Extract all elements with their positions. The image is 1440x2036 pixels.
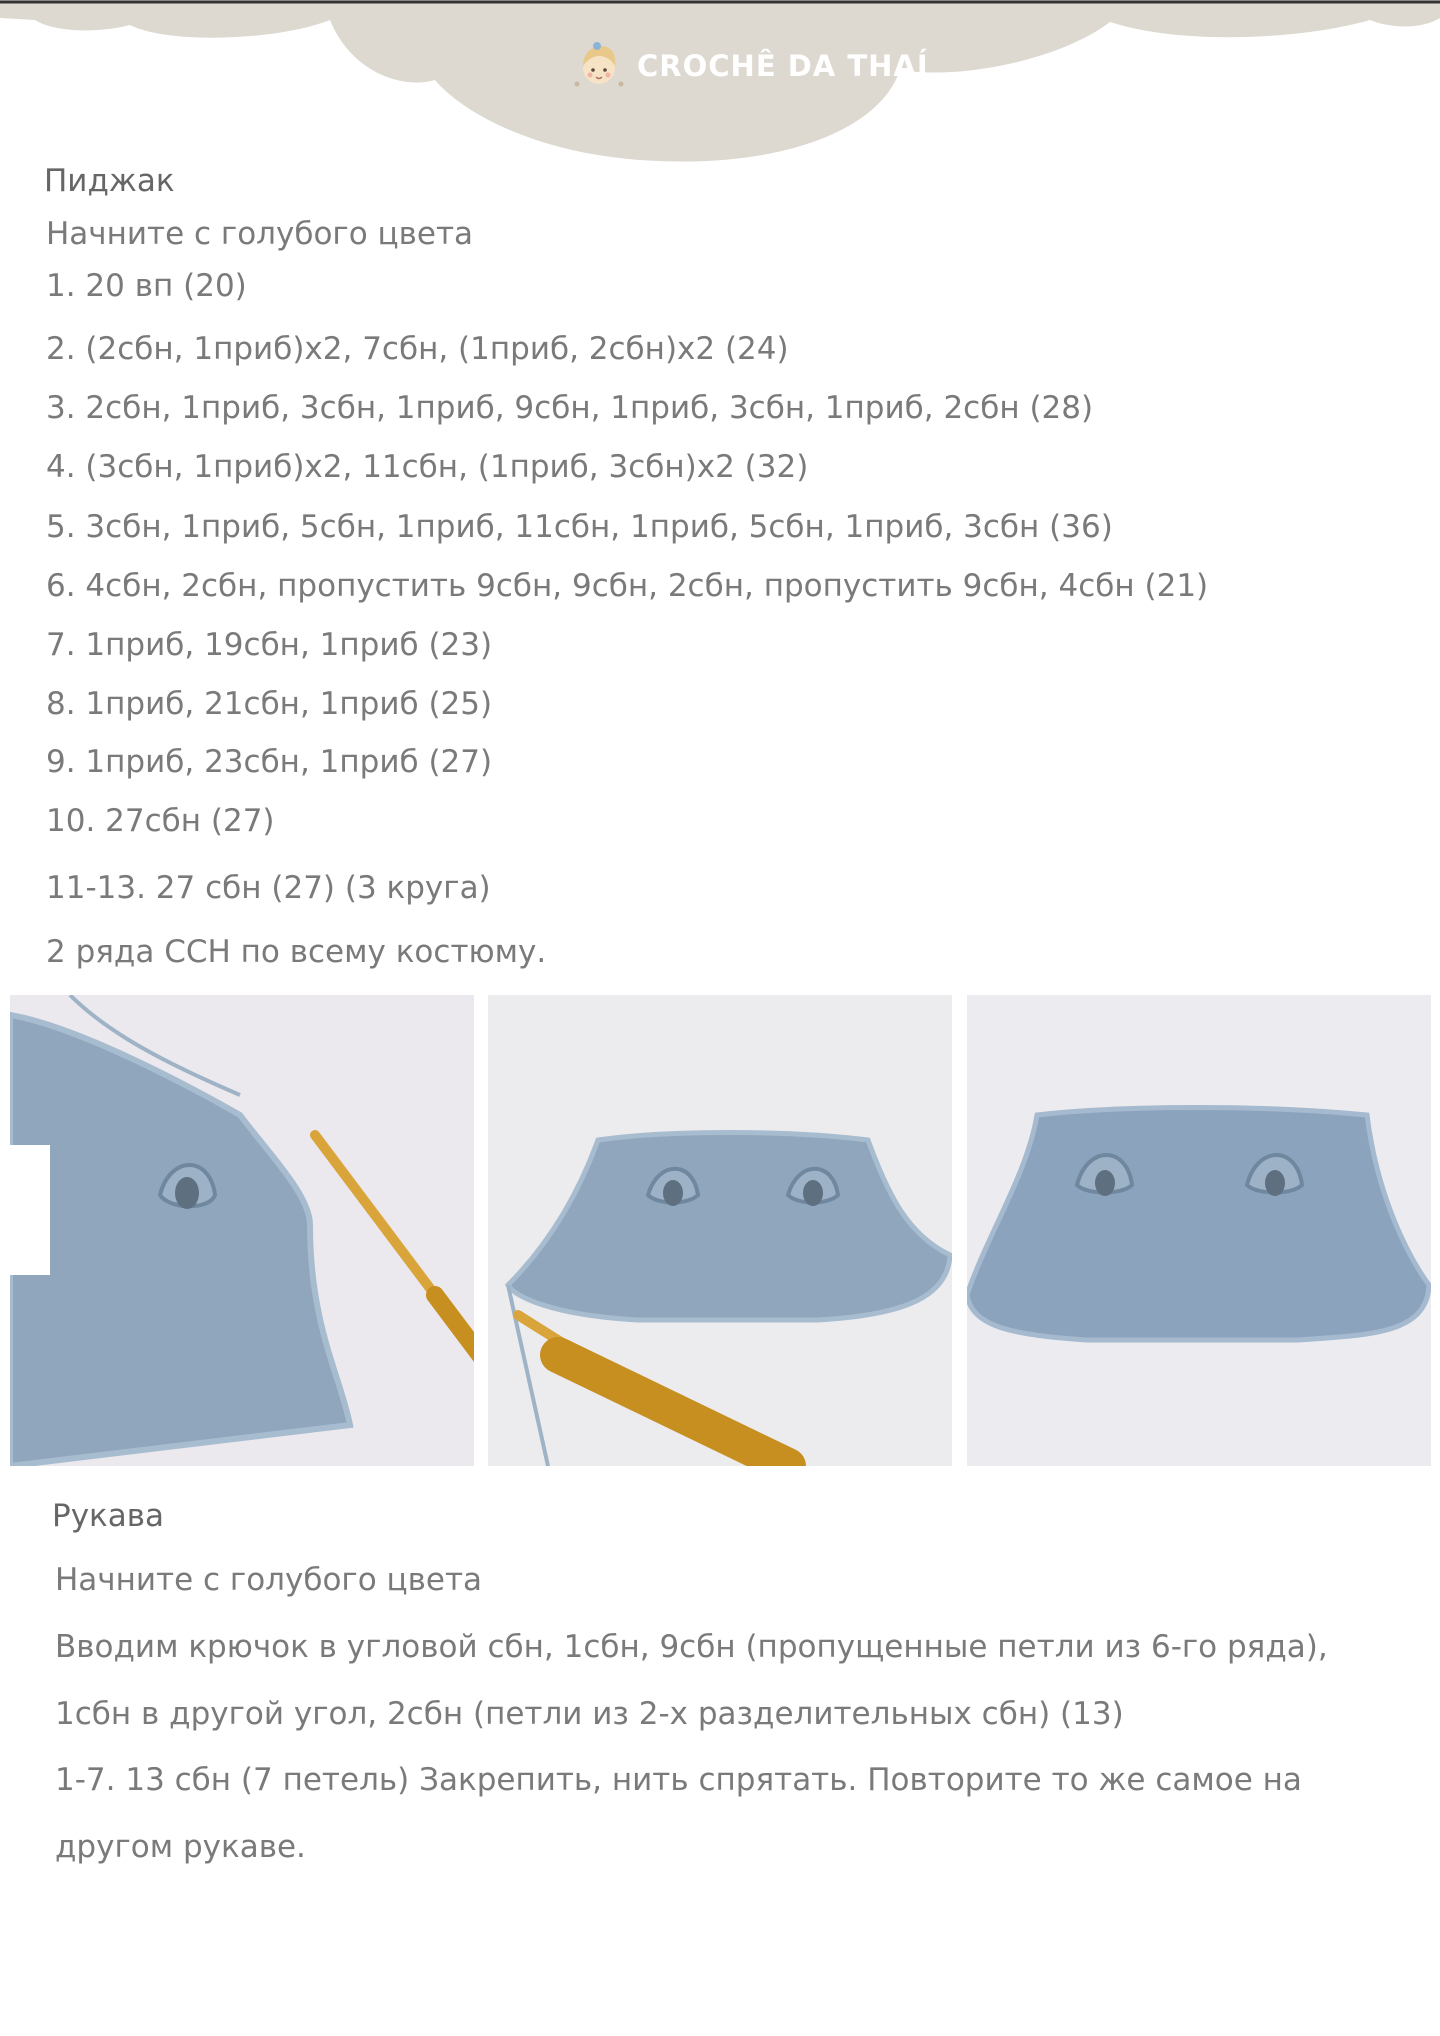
sleeves-start-color: Начните с голубого цвета: [55, 1562, 483, 1598]
doll-face-icon: [573, 40, 625, 92]
jacket-title: Пиджак: [44, 163, 175, 199]
header-banner: [0, 0, 1440, 175]
jacket-row: 5. 3сбн, 1приб, 5сбн, 1приб, 11сбн, 1приб, 5сбн, 1приб, 3сбн (36): [46, 509, 1113, 545]
jacket-row: 7. 1приб, 19сбн, 1приб (23): [46, 627, 493, 663]
sleeves-instruction: 1сбн в другой угол, 2сбн (петли из 2-х разделительных сбн) (13): [55, 1696, 1124, 1732]
sleeves-instruction: Вводим крючок в угловой сбн, 1сбн, 9сбн (пропущенные петли из 6-го ряда),: [55, 1629, 1328, 1665]
jacket-row: 8. 1приб, 21сбн, 1приб (25): [46, 686, 493, 722]
sleeves-instruction: 1-7. 13 сбн (7 петель) Закрепить, нить спрятать. Повторите то же самое на: [55, 1762, 1302, 1798]
jacket-row: 2 ряда ССН по всему костюму.: [46, 934, 547, 970]
jacket-row: 11-13. 27 сбн (27) (3 круга): [46, 870, 491, 906]
jacket-row: 6. 4сбн, 2сбн, пропустить 9сбн, 9сбн, 2сбн, пропустить 9сбн, 4сбн (21): [46, 568, 1209, 604]
jacket-row: 4. (3сбн, 1приб)х2, 11сбн, (1приб, 3сбн)х2 (32): [46, 449, 809, 485]
sleeves-instruction: другом рукаве.: [55, 1829, 306, 1865]
jacket-row: 3. 2сбн, 1приб, 3сбн, 1приб, 9сбн, 1приб, 3сбн, 1приб, 2сбн (28): [46, 390, 1094, 426]
jacket-row: 2. (2сбн, 1приб)х2, 7сбн, (1приб, 2сбн)х2 (24): [46, 331, 789, 367]
brand-name: CROCHÊ DA THAÍ: [637, 49, 929, 83]
jacket-start-color: Начните с голубого цвета: [46, 216, 474, 252]
jacket-photo-2: [488, 995, 952, 1466]
jacket-row: 1. 20 вп (20): [46, 268, 247, 304]
brand-logo: [573, 40, 929, 92]
jacket-photo-3: [967, 995, 1431, 1466]
jacket-row: 10. 27сбн (27): [46, 803, 275, 839]
jacket-photo-1: [10, 995, 474, 1466]
sleeves-title: Рукава: [52, 1498, 165, 1534]
jacket-row: 9. 1приб, 23сбн, 1приб (27): [46, 744, 493, 780]
